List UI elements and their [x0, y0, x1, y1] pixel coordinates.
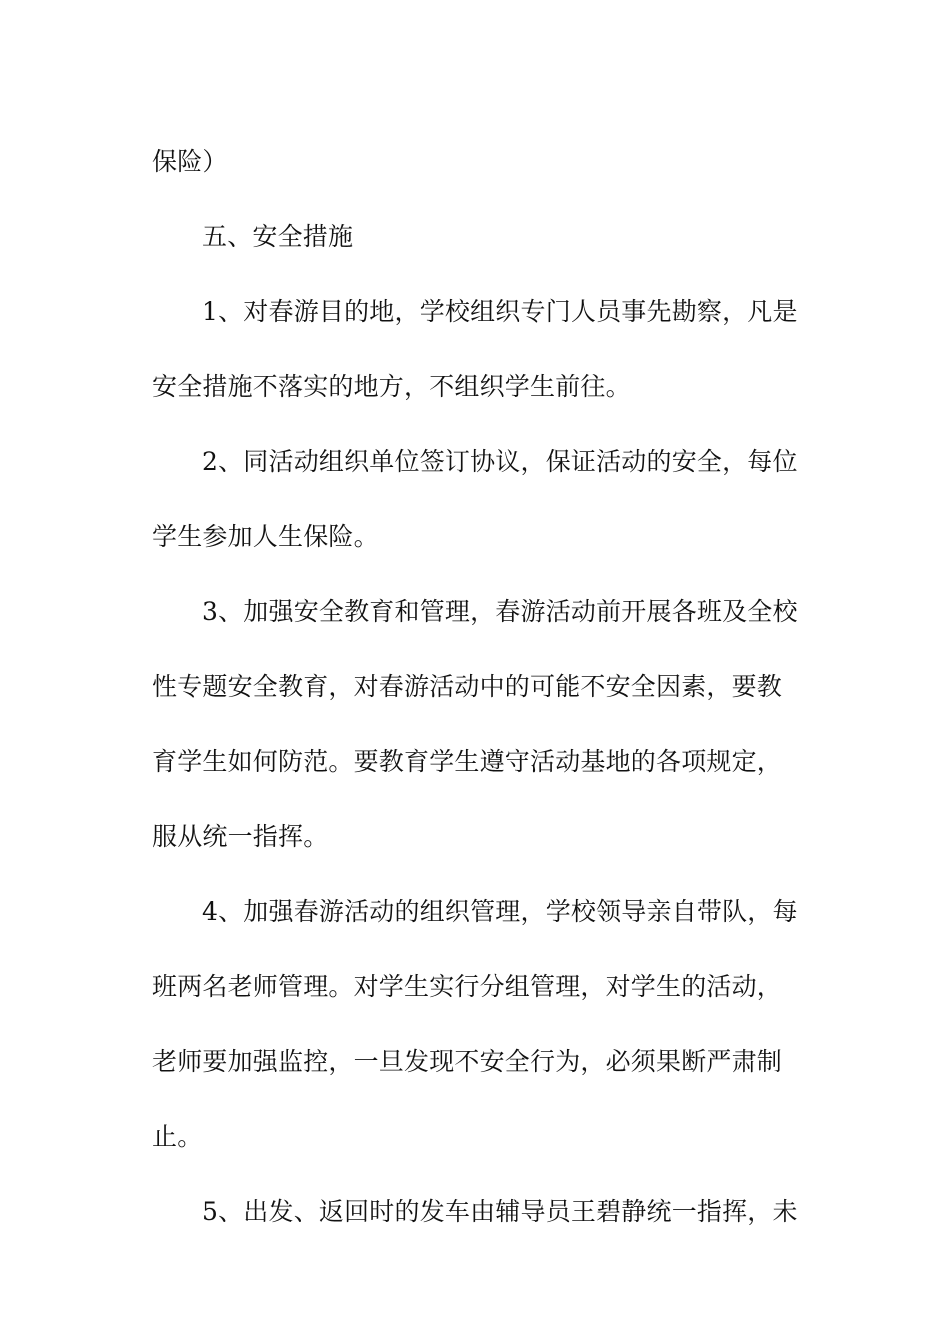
paragraph-4-line-2: 班两名老师管理。对学生实行分组管理，对学生的活动， [152, 972, 783, 1001]
paragraph-3-line-1: 3、加强安全教育和管理，春游活动前开展各班及全校 [202, 597, 798, 626]
paragraph-3-line-3: 育学生如何防范。要教育学生遵守活动基地的各项规定， [152, 747, 783, 776]
paragraph-2-line-2: 学生参加人生保险。 [152, 522, 379, 551]
paragraph-3-line-4: 服从统一指挥。 [152, 822, 329, 851]
section-heading-safety-measures: 五、安全措施 [202, 222, 354, 251]
paragraph-1-line-1: 1、对春游目的地，学校组织专门人员事先勘察，凡是 [202, 297, 798, 326]
paragraph-3-line-2: 性专题安全教育，对春游活动中的可能不安全因素，要教 [152, 672, 783, 701]
paragraph-5-line-1: 5、出发、返回时的发车由辅导员王碧静统一指挥，未 [202, 1197, 798, 1226]
document-body [152, 124, 812, 1249]
paragraph-4-line-1: 4、加强春游活动的组织管理，学校领导亲自带队，每 [202, 897, 798, 926]
paragraph-1-line-2: 安全措施不落实的地方，不组织学生前往。 [152, 372, 631, 401]
text-line-insurance-end: 保险） [152, 147, 228, 176]
paragraph-2-line-1: 2、同活动组织单位签订协议，保证活动的安全，每位 [202, 447, 798, 476]
paragraph-4-line-3: 老师要加强监控，一旦发现不安全行为，必须果断严肃制 [152, 1047, 783, 1076]
paragraph-4-line-4: 止。 [152, 1122, 203, 1151]
